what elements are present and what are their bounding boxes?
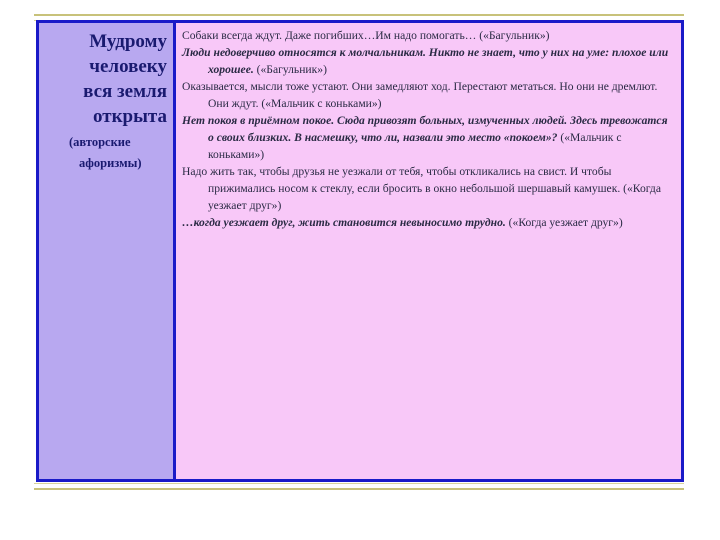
title-line: Мудрому <box>89 31 167 52</box>
quote-text: Надо жить так, чтобы друзья не уезжали от тебя, чтобы откликались на свист. И чтобы прижимались носом к стеклу, если бросить в окно небольшой шершавый камушек. <box>182 165 621 195</box>
quote-source: («Багульник») <box>476 29 550 42</box>
subtitle-line: (авторские <box>69 135 131 149</box>
title-line: вся земля <box>83 81 167 102</box>
quote-source: («Багульник») <box>253 63 327 76</box>
quote-text: Собаки всегда ждут. Даже погибших…Им надо помогать… <box>182 29 477 42</box>
quote-paragraph <box>182 78 675 112</box>
title-line: открыта <box>93 106 167 127</box>
quote-source: («Когда уезжает друг») <box>505 216 623 229</box>
title-line: человеку <box>89 56 167 77</box>
content-table <box>36 20 684 482</box>
title-cell <box>39 23 173 479</box>
quote-paragraph <box>182 27 675 44</box>
quote-text: …когда уезжает друг, жить становится невыносимо трудно. <box>182 216 506 229</box>
quote-source: («Мальчик с коньками») <box>208 131 622 161</box>
quote-paragraph <box>182 44 675 78</box>
quote-paragraph <box>182 163 675 214</box>
subtitle-line: афоризмы) <box>79 156 142 170</box>
quote-text: Нет покоя в приёмном покое. Сюда привозят больных, измученных людей. Здесь тревожатся о своих близких. В насмешку, что ли, назвали это место «покоем»? <box>182 114 668 144</box>
quote-source: («Мальчик с коньками») <box>258 97 382 110</box>
quote-paragraph <box>182 214 675 231</box>
quotes-cell <box>176 23 681 479</box>
quote-text: Оказывается, мысли тоже устают. Они замедляют ход. Перестают метаться. Но они не дремлют. Они ждут. <box>182 80 658 110</box>
quote-text: Люди недоверчиво относятся к молчальникам. Никто не знает, что у них на уме: плохое или хорошее. <box>182 46 669 76</box>
quote-paragraph <box>182 112 675 163</box>
quote-source: («Когда уезжает друг») <box>208 182 661 212</box>
